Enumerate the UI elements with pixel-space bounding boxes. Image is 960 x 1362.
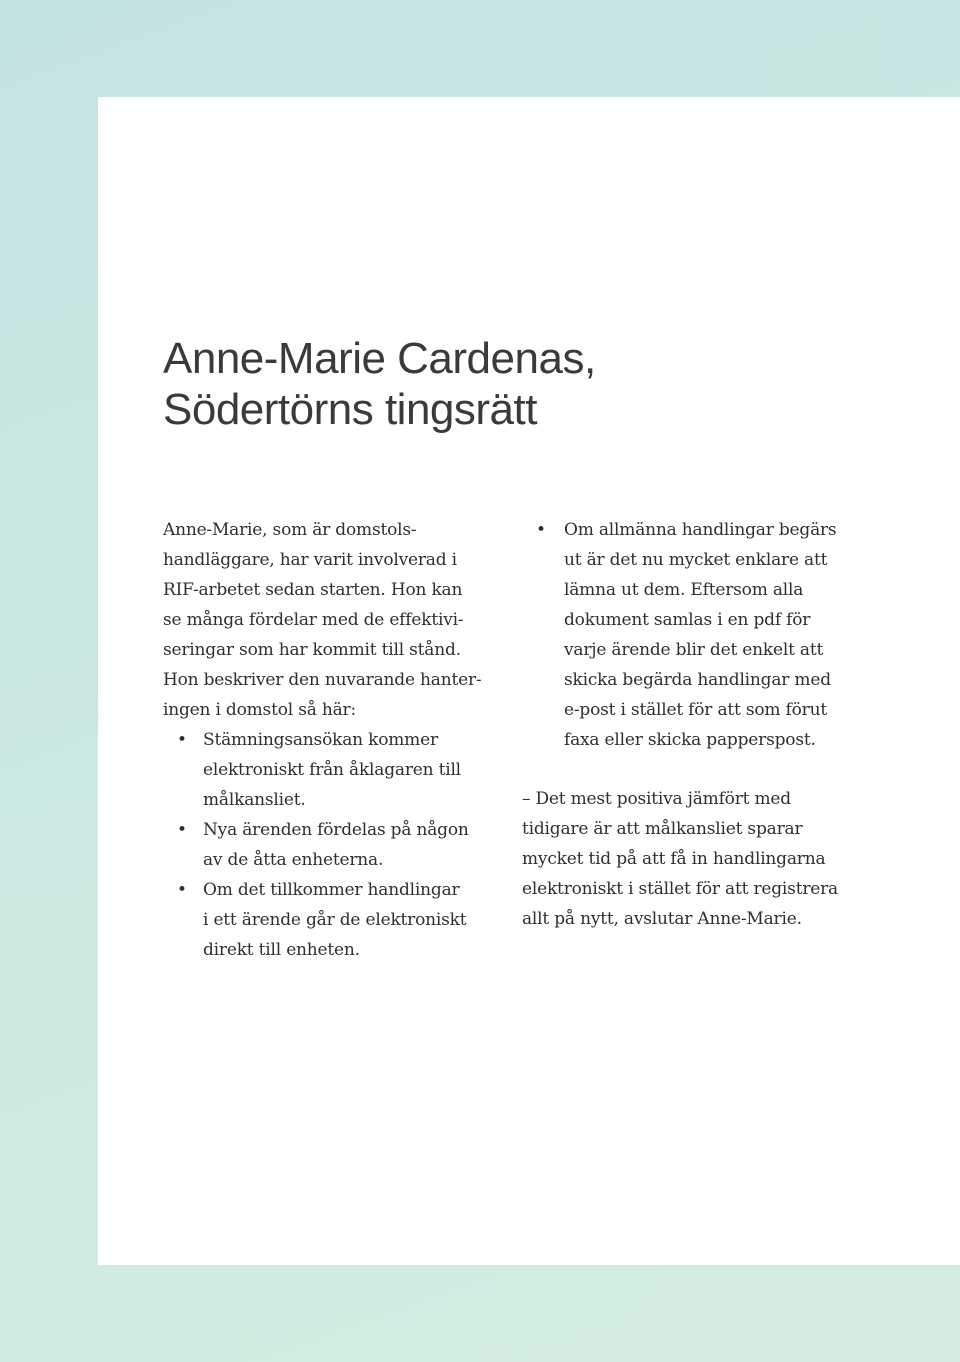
text-line: i ett ärende går de elektroniskt: [203, 910, 467, 930]
bullet-icon: •: [536, 520, 546, 540]
text-line: Om det tillkommer handlingar: [203, 880, 460, 900]
text-line: Om allmänna handlingar begärs: [564, 520, 837, 540]
quote-paragraph: [522, 784, 942, 934]
text-line: Nya ärenden fördelas på någon: [203, 820, 469, 840]
text-line: mycket tid på att få in handlingarna: [522, 849, 826, 869]
text-line: elektroniskt från åklagaren till: [203, 760, 461, 780]
text-line: se många fördelar med de effektivi-: [163, 610, 464, 630]
text-line: skicka begärda handlingar med: [564, 670, 831, 690]
text-line: ingen i domstol så här:: [163, 700, 356, 720]
right-column: [522, 515, 942, 934]
text-line: Hon beskriver den nuvarande hanter-: [163, 670, 482, 690]
title-line-1: Anne-Marie Cardenas,: [163, 334, 596, 383]
text-line: av de åtta enheterna.: [203, 850, 384, 870]
text-line: RIF-arbetet sedan starten. Hon kan: [163, 580, 463, 600]
text-line: e-post i stället för att som förut: [564, 700, 827, 720]
intro-paragraph: [163, 515, 513, 725]
text-line: dokument samlas i en pdf för: [564, 610, 811, 630]
text-line: varje ärende blir det enkelt att: [564, 640, 824, 660]
bullet-icon: •: [177, 730, 187, 750]
left-column: [163, 515, 513, 965]
text-line: direkt till enheten.: [203, 940, 360, 960]
list-item: [163, 725, 513, 815]
text-line: tidigare är att målkansliet sparar: [522, 819, 803, 839]
bullet-icon: •: [177, 880, 187, 900]
bullet-icon: •: [177, 820, 187, 840]
text-line: allt på nytt, avslutar Anne-Marie.: [522, 909, 802, 929]
text-line: Stämningsansökan kommer: [203, 730, 438, 750]
text-line: elektroniskt i stället för att registrera: [522, 879, 838, 899]
page-sheet: [98, 97, 960, 1265]
list-item: [163, 815, 513, 875]
page-title: [163, 333, 596, 435]
title-line-2: Södertörns tingsrätt: [163, 385, 537, 434]
paragraph-spacer: [522, 755, 942, 784]
text-line: – Det mest positiva jämfört med: [522, 789, 791, 809]
list-item: [522, 515, 942, 755]
text-line: Anne-Marie, som är domstols-: [163, 520, 417, 540]
text-line: ut är det nu mycket enklare att: [564, 550, 828, 570]
text-line: lämna ut dem. Eftersom alla: [564, 580, 804, 600]
text-line: seringar som har kommit till stånd.: [163, 640, 461, 660]
text-line: faxa eller skicka papperspost.: [564, 730, 816, 750]
text-line: målkansliet.: [203, 790, 306, 810]
list-item: [163, 875, 513, 965]
text-line: handläggare, har varit involverad i: [163, 550, 457, 570]
